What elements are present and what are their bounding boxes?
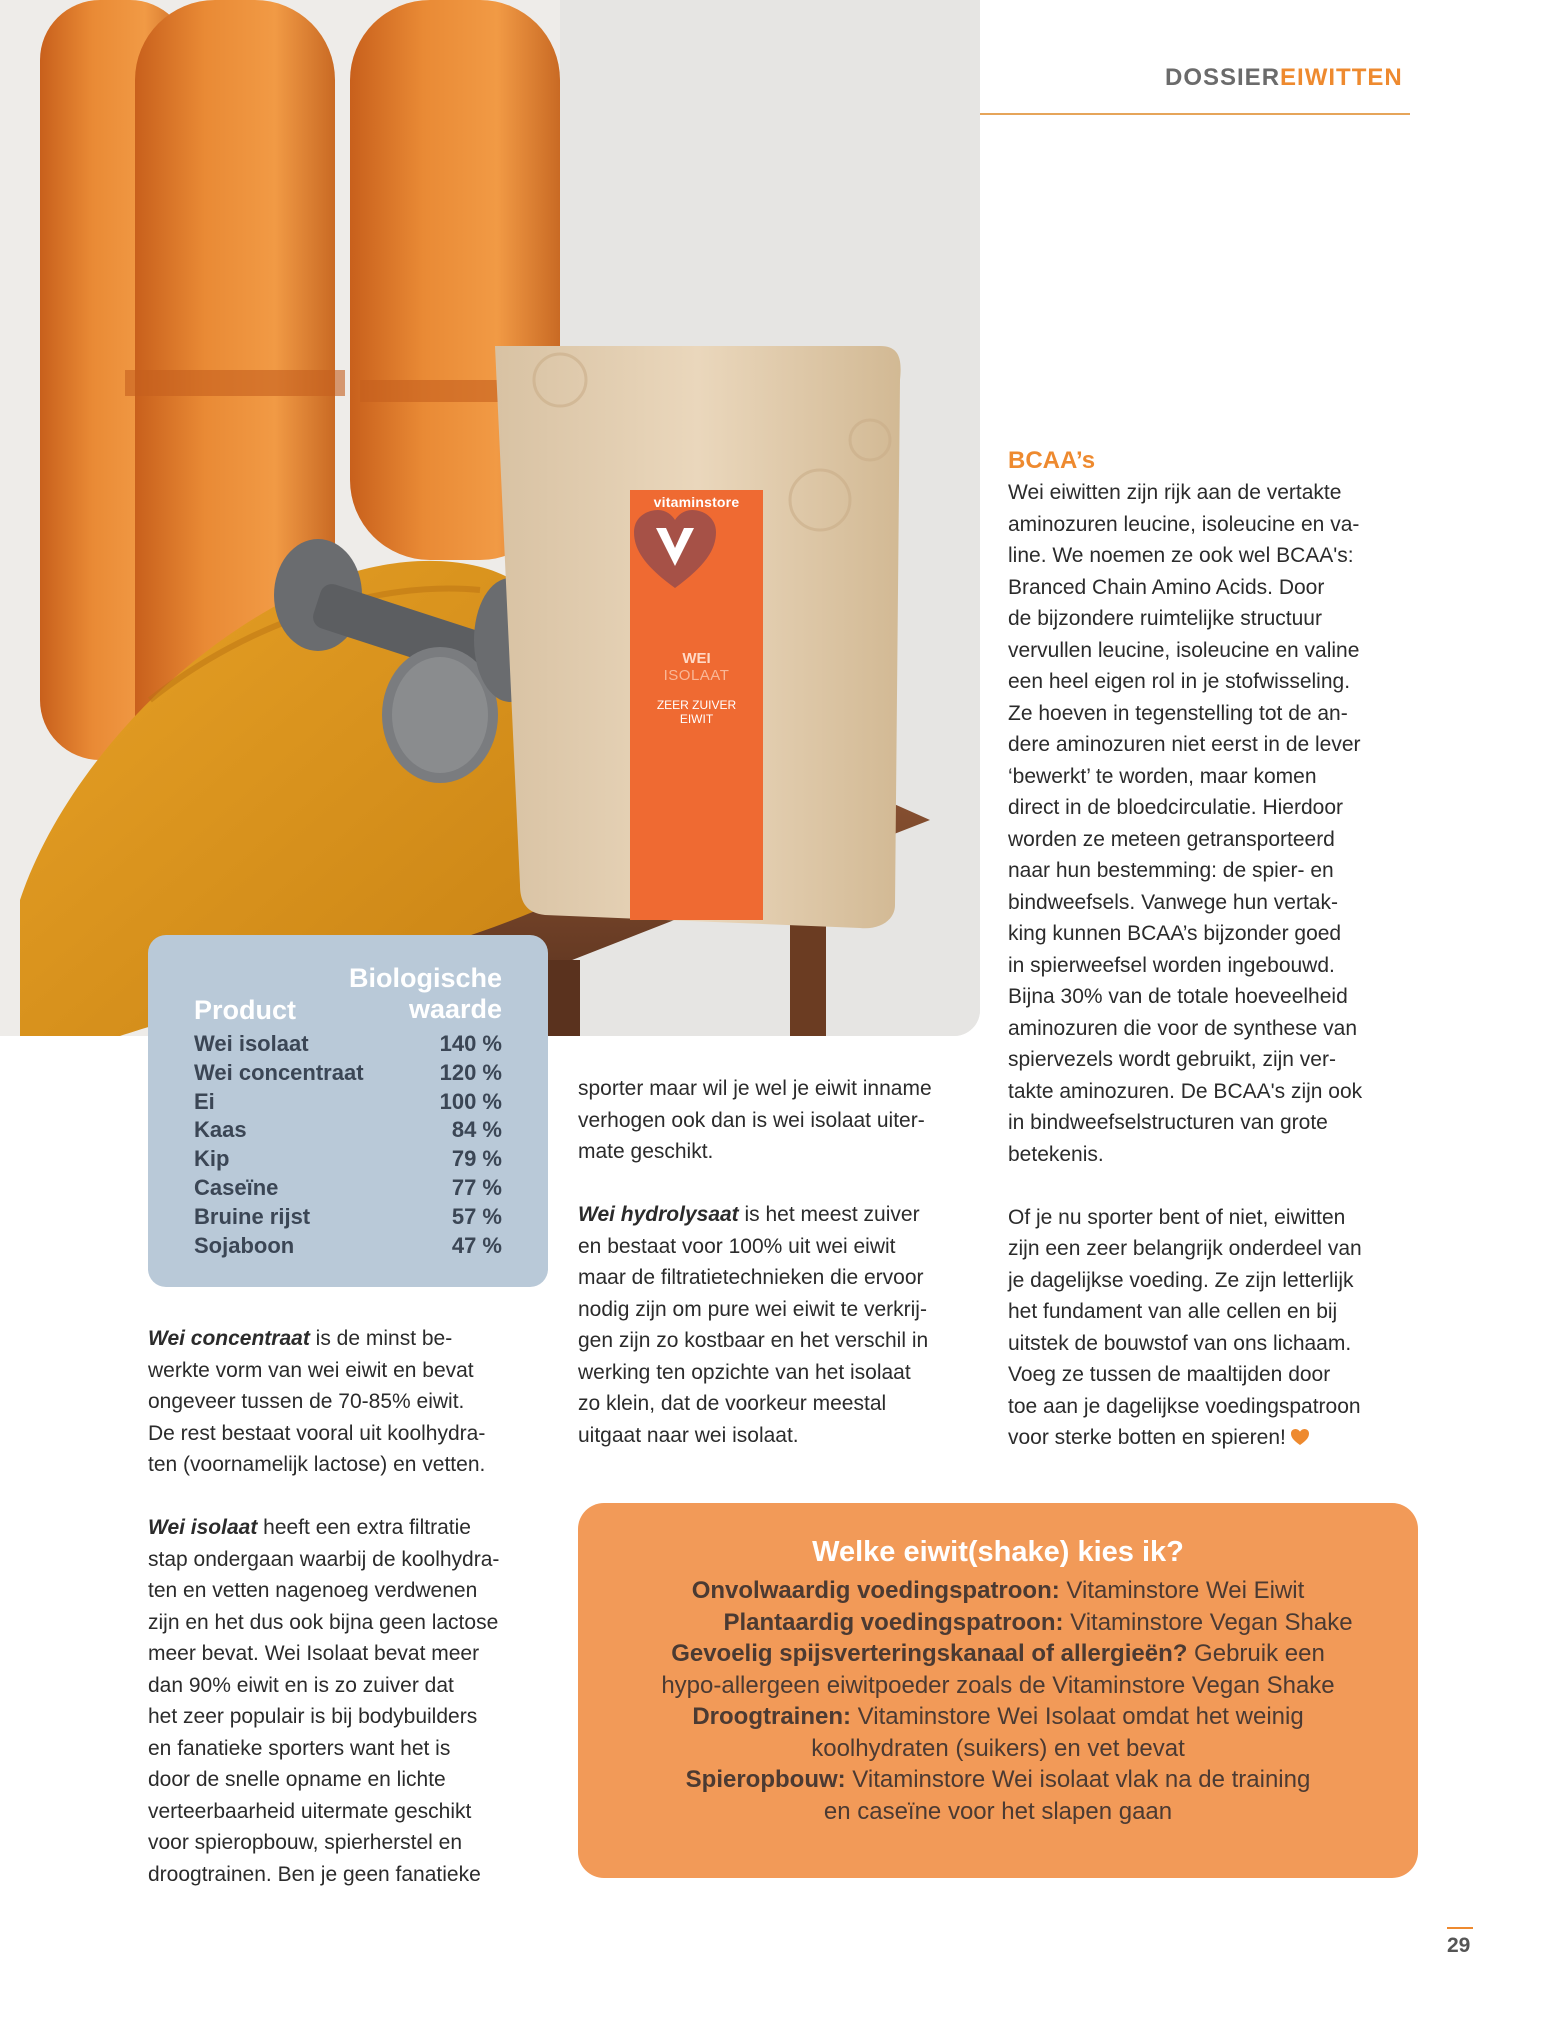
text-line: worden ze meteen getransporteerd xyxy=(1008,827,1335,851)
text-line: zo klein, dat de voorkeur meestal xyxy=(578,1392,887,1415)
text-line: line. We noemen ze ook wel BCAA's: xyxy=(1008,544,1354,567)
text-line: het fundament van alle cellen en bij xyxy=(1008,1300,1338,1323)
text-line: voor spieropbouw, spierherstel en xyxy=(148,1831,463,1854)
text-line: stap ondergaan waarbij de koolhydra- xyxy=(148,1547,500,1571)
text-line: Branced Chain Amino Acids. Door xyxy=(1008,575,1325,599)
text-line: ongeveer tussen de 70-85% eiwit. xyxy=(148,1390,465,1413)
paragraph-isolaat-continued xyxy=(578,1073,978,1168)
product-cell: Wei concentraat xyxy=(194,1059,364,1085)
table-col1-header: Product xyxy=(194,995,297,1025)
callout-value: Vitaminstore Vegan Shake xyxy=(1063,1608,1353,1636)
text-line: direct in de bloedcirculatie. Hierdoor xyxy=(1008,796,1344,819)
product-bag-label xyxy=(630,490,763,920)
bag-product-line1: WEI xyxy=(682,650,711,667)
text-line: maar de filtratietechnieken die ervoor xyxy=(578,1266,924,1289)
table-row xyxy=(194,1174,502,1203)
text-line: takte aminozuren. De BCAA's zijn ook xyxy=(1008,1079,1363,1103)
table-header xyxy=(194,963,502,1027)
text-line: meer bevat. Wei Isolaat bevat meer xyxy=(148,1642,480,1665)
text-line: king kunnen BCAA’s bijzonder goed xyxy=(1008,922,1342,945)
text-line: Voeg ze tussen de maaltijden door xyxy=(1008,1363,1331,1386)
callout-value: Vitaminstore Wei isolaat vlak na de training xyxy=(845,1766,1311,1793)
callout-line: hypo-allergeen eiwitpoeder zoals de Vitaminstore Vegan Shake xyxy=(661,1671,1335,1699)
value-cell: 120 % xyxy=(439,1059,502,1085)
text-line: mate geschikt. xyxy=(578,1140,714,1163)
callout-value: Vitaminstore Wei Isolaat omdat het weinig xyxy=(851,1703,1304,1730)
text-line: werking ten opzichte van het isolaat xyxy=(578,1360,911,1384)
text-line: Bijna 30% van de totale hoeveelheid xyxy=(1008,985,1348,1008)
paragraph-wei-concentraat xyxy=(148,1323,558,1481)
text-line: aminozuren die voor de synthese van xyxy=(1008,1016,1358,1040)
product-cell: Ei xyxy=(194,1088,215,1114)
table-row xyxy=(194,1088,502,1117)
product-cell: Wei isolaat xyxy=(194,1031,309,1056)
callout-line xyxy=(578,1764,1418,1796)
value-cell: 140 % xyxy=(439,1031,502,1056)
paragraph-importance xyxy=(1008,1202,1418,1454)
bag-desc-line1: ZEER ZUIVER xyxy=(656,698,737,712)
value-cell: 79 % xyxy=(451,1146,502,1172)
text-line: nodig zijn om pure wei eiwit te verkrij- xyxy=(578,1297,927,1321)
text-line: de bijzondere ruimtelijke structuur xyxy=(1008,607,1322,630)
biological-value-table xyxy=(148,935,548,1287)
text-line: uitgaat naar wei isolaat. xyxy=(578,1423,799,1447)
term-wei-isolaat: Wei isolaat xyxy=(148,1516,258,1539)
text-line: dere aminozuren niet eerst in de lever xyxy=(1008,733,1361,756)
article-column-right xyxy=(1008,445,1418,1454)
text-line: ‘bewerkt’ te worden, maar komen xyxy=(1008,764,1317,788)
text-line: is het meest zuiver xyxy=(738,1203,920,1226)
table-body xyxy=(194,1030,502,1260)
text-line: zijn een zeer belangrijk onderdeel van xyxy=(1008,1237,1362,1260)
callout-line xyxy=(578,1607,1418,1639)
bag-desc-line2: EIWIT xyxy=(679,712,714,726)
text-line: Of je nu sporter bent of niet, eiwitten xyxy=(1008,1205,1346,1229)
text-line: in bindweefselstructuren van grote xyxy=(1008,1111,1328,1134)
bag-product-desc xyxy=(657,698,736,726)
text-line: verteerbaarheid uitermate geschikt xyxy=(148,1799,472,1823)
header-divider xyxy=(980,113,1410,115)
text-line: bindweefsels. Vanwege hun vertak- xyxy=(1008,890,1338,914)
text-line: droogtrainen. Ben je geen fanatieke xyxy=(148,1862,481,1886)
callout-value: Gebruik een xyxy=(1187,1640,1325,1667)
section-header xyxy=(1165,64,1403,92)
text-line: door de snelle opname en lichte xyxy=(148,1768,446,1791)
product-cell: Bruine rijst xyxy=(194,1203,311,1229)
text-line: Wei eiwitten zijn rijk aan de vertakte xyxy=(1008,481,1342,504)
text-line: spiervezels wordt gebruikt, zijn ver- xyxy=(1008,1048,1336,1071)
page-number-rule xyxy=(1447,1927,1473,1929)
col2-header-line1: Biologische xyxy=(348,963,502,993)
paragraph-wei-isolaat xyxy=(148,1512,558,1890)
table-col2-header xyxy=(349,963,502,1025)
heart-logo-icon xyxy=(630,508,720,592)
text-line: is de minst be- xyxy=(309,1327,453,1350)
text-line: en bestaat voor 100% uit wei eiwit xyxy=(578,1234,896,1258)
text-line: zijn en het dus ook bijna geen lactose xyxy=(148,1610,499,1634)
text-line: uitstek de bouwstof van ons lichaam. xyxy=(1008,1331,1352,1355)
callout-key: Droogtrainen: xyxy=(692,1703,851,1730)
term-wei-concentraat: Wei concentraat xyxy=(148,1327,310,1350)
table-row xyxy=(194,1145,502,1174)
callout-line xyxy=(578,1638,1418,1670)
value-cell: 77 % xyxy=(451,1174,502,1200)
paragraph-wei-hydrolysaat xyxy=(578,1199,978,1451)
page-number: 29 xyxy=(1447,1934,1471,1957)
text-line: toe aan je dagelijkse voedingspatroon xyxy=(1008,1394,1361,1418)
callout-line: koolhydraten (suikers) en vet bevat xyxy=(811,1734,1185,1762)
term-wei-hydrolysaat: Wei hydrolysaat xyxy=(578,1203,739,1226)
text-line: heeft een extra filtratie xyxy=(257,1516,471,1539)
table-row xyxy=(194,1232,502,1261)
value-cell: 100 % xyxy=(439,1088,502,1114)
callout-key: Plantaardig voedingspatroon: xyxy=(723,1608,1064,1636)
bag-brand-text: vitaminstore xyxy=(653,494,740,510)
heart-icon xyxy=(1290,1428,1310,1446)
photo-illustration xyxy=(0,0,980,1036)
callout-line: en caseïne voor het slapen gaan xyxy=(823,1797,1173,1825)
paragraph-bcaa xyxy=(1008,477,1418,1170)
text-line: je dagelijkse voeding. Ze zijn letterlijk xyxy=(1008,1268,1354,1292)
value-cell: 84 % xyxy=(451,1117,502,1143)
product-cell: Sojaboon xyxy=(194,1232,295,1258)
value-cell: 47 % xyxy=(451,1232,502,1258)
table-row xyxy=(194,1059,502,1088)
text-line: ten en vetten nagenoeg verdwenen xyxy=(148,1579,478,1602)
product-cell: Kaas xyxy=(194,1117,247,1143)
callout-title: Welke eiwit(shake) kies ik? xyxy=(812,1536,1184,1568)
header-part2: EIWITTEN xyxy=(1280,64,1403,91)
text-line: vervullen leucine, isoleucine en valine xyxy=(1008,638,1360,662)
callout-key: Spieropbouw: xyxy=(685,1766,846,1793)
bag-product-line2: ISOLAAT xyxy=(663,667,730,684)
text-line: sporter maar wil je wel je eiwit inname xyxy=(578,1077,932,1100)
callout-value: Vitaminstore Wei Eiwit xyxy=(1059,1577,1305,1604)
text-line: verhogen ook dan is wei isolaat uiter- xyxy=(578,1108,925,1132)
text-line: Ze hoeven in tegenstelling tot de an- xyxy=(1008,701,1348,725)
text-line: in spierweefsel worden ingebouwd. xyxy=(1008,953,1335,977)
text-line: werkte vorm van wei eiwit en bevat xyxy=(148,1358,474,1382)
callout-key: Gevoelig spijsverteringskanaal of allergieën? xyxy=(671,1640,1188,1667)
text-line: voor sterke botten en spieren! xyxy=(1008,1426,1286,1449)
protein-choice-callout xyxy=(578,1503,1418,1878)
product-cell: Kip xyxy=(194,1146,230,1172)
text-line: ten (voornamelijk lactose) en vetten. xyxy=(148,1453,486,1476)
hero-photo xyxy=(0,0,980,1036)
text-line: betekenis. xyxy=(1008,1142,1104,1166)
callout-line xyxy=(578,1701,1418,1733)
col2-header-line2: waarde xyxy=(408,994,502,1024)
bcaa-heading: BCAA’s xyxy=(1008,447,1096,474)
table-row xyxy=(194,1030,502,1059)
value-cell: 57 % xyxy=(451,1203,502,1229)
text-line: De rest bestaat vooral uit koolhydra- xyxy=(148,1421,486,1445)
text-line: naar hun bestemming: de spier- en xyxy=(1008,859,1334,882)
text-line: gen zijn zo kostbaar en het verschil in xyxy=(578,1329,929,1352)
callout-line xyxy=(578,1575,1418,1607)
article-column-left xyxy=(148,1323,558,1890)
article-column-middle xyxy=(578,1073,978,1451)
callout-key: Onvolwaardig voedingspatroon: xyxy=(691,1577,1060,1604)
text-line: en fanatieke sporters want het is xyxy=(148,1736,451,1760)
text-line: dan 90% eiwit en is zo zuiver dat xyxy=(148,1673,454,1697)
header-part1: DOSSIER xyxy=(1165,64,1281,91)
text-line: een heel eigen rol in je stofwisseling. xyxy=(1008,670,1351,693)
text-line: het zeer populair is bij bodybuilders xyxy=(148,1705,478,1728)
table-row xyxy=(194,1116,502,1145)
product-cell: Caseïne xyxy=(194,1174,279,1200)
text-line: aminozuren leucine, isoleucine en va- xyxy=(1008,512,1360,536)
table-row xyxy=(194,1203,502,1232)
